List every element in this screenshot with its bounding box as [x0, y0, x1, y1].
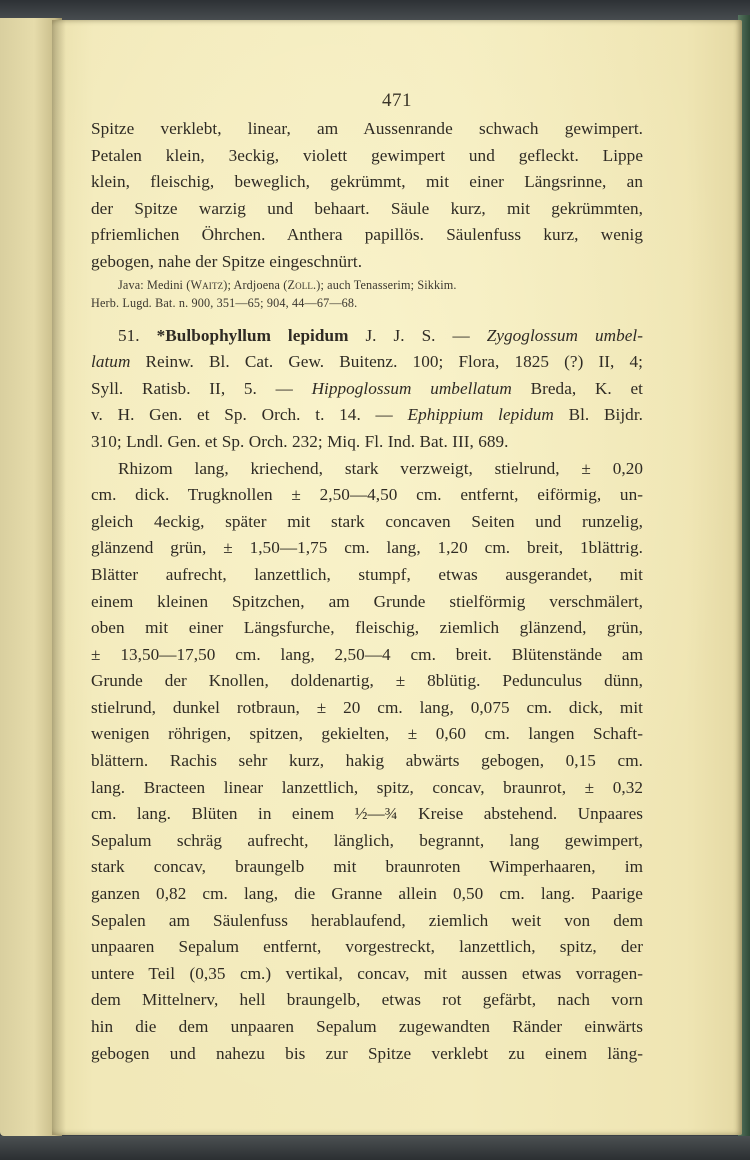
paragraph-continued — [91, 116, 643, 276]
text-line: pfriemlichen Öhrchen. Anthera papillös. Säulenfuss kurz, wenig — [91, 225, 643, 245]
text-line: gebogen und nahezu bis zur Spitze verklebt zu einem läng- — [91, 1043, 643, 1063]
text-line: latum Reinw. Bl. Cat. Gew. Buitenz. 100; Flora, 1825 (?) II, 4; — [91, 352, 643, 372]
text-line: Sepalum schräg aufrecht, länglich, begrannt, lang gewimpert, — [91, 830, 643, 850]
text-line: Spitze verklebt, linear, am Aussenrande schwach gewimpert. — [91, 119, 643, 138]
collector-name: Waitz — [190, 277, 224, 292]
locality-note — [91, 276, 643, 313]
text-line: v. H. Gen. et Sp. Orch. t. 14. — Ephippium lepidum Bl. Bijdr. — [91, 405, 643, 425]
text-line: stark concav, braungelb mit braunroten Wimperhaaren, im — [91, 857, 643, 877]
text-line: Grunde der Knollen, doldenartig, ± 8blütig. Pedunculus dünn, — [91, 671, 643, 691]
text-line: unpaaren Sepalum entfernt, vorgestreckt, lanzettlich, spitz, der — [91, 937, 643, 957]
text-line: glänzend grün, ± 1,50—1,75 cm. lang, 1,20 cm. breit, 1blättrig. — [91, 538, 643, 558]
text-line: gleich 4eckig, später mit stark concaven Seiten und runzelig, — [91, 511, 643, 531]
text-line: untere Teil (0,35 cm.) vertikal, concav, mit aussen etwas vorragen- — [91, 963, 643, 983]
text-line: klein, fleischig, beweglich, gekrümmt, mit einer Längsrinne, an — [91, 172, 643, 192]
text-line: 51. *Bulbophyllum lepidum J. J. S. — Zygoglossum umbel- — [118, 325, 644, 345]
herbarium-line: Herb. Lugd. Bat. n. 900, 351—65; 904, 44—67—68. — [91, 296, 358, 311]
book-cover-top-edge — [0, 0, 750, 22]
collector-name: Zoll. — [287, 277, 317, 292]
species-entry-heading — [91, 323, 643, 456]
page-number: 471 — [382, 90, 412, 111]
text-line: stielrund, dunkel rotbraun, ± 20 cm. lang, 0,075 cm. dick, mit — [91, 697, 643, 717]
text-line: cm. lang. Blüten in einem ½—¾ Kreise abstehend. Unpaares — [91, 804, 643, 824]
text-line: hin die dem unpaaren Sepalum zugewandten Ränder einwärts — [91, 1017, 643, 1036]
species-description — [91, 456, 643, 1068]
species-name: *Bulbophyllum lepidum — [156, 325, 349, 345]
text-line: Petalen klein, 3eckig, violett gewimpert und gefleckt. Lippe — [91, 145, 643, 165]
book-page — [52, 20, 742, 1135]
text-line: dem Mittelnerv, hell braungelb, etwas rot gefärbt, nach vorn — [91, 990, 643, 1010]
text-line: wenigen röhrigen, spitzen, gekielten, ± 0,60 cm. langen Schaft- — [91, 724, 643, 744]
text-line: gebogen, nahe der Spitze eingeschnürt. — [91, 251, 363, 271]
locality-line: Java: Medini (Waitz); Ardjoena (Zoll.); auch Tenasserim; Sikkim. — [118, 277, 457, 292]
text-line: cm. dick. Trugknollen ± 2,50—4,50 cm. entfernt, eiförmig, un- — [91, 485, 643, 505]
text-line: ganzen 0,82 cm. lang, die Granne allein 0,50 cm. lang. Paarige — [91, 884, 643, 904]
text-line: blättern. Rachis sehr kurz, hakig abwärts gebogen, 0,15 cm. — [91, 751, 643, 771]
text-line: Syll. Ratisb. II, 5. — Hippoglossum umbellatum Breda, K. et — [91, 378, 643, 398]
text-line: der Spitze warzig und behaart. Säule kurz, mit gekrümmten, — [91, 198, 643, 218]
text-line: ± 13,50—17,50 cm. lang, 2,50—4 cm. breit. Blütenstände am — [91, 644, 643, 664]
text-line: einem kleinen Spitzchen, am Grunde stielförmig verschmälert, — [91, 591, 643, 611]
text-line: Blätter aufrecht, lanzettlich, stumpf, etwas ausgerandet, mit — [91, 564, 643, 584]
text-line: lang. Bracteen linear lanzettlich, spitz, concav, braunrot, ± 0,32 — [91, 777, 643, 797]
text-line: 310; Lndl. Gen. et Sp. Orch. 232; Miq. Fl. Ind. Bat. III, 689. — [91, 431, 509, 451]
text-line: Sepalen am Säulenfuss herablaufend, ziemlich weit von dem — [91, 910, 643, 930]
text-line: Rhizom lang, kriechend, stark verzweigt, stielrund, ± 0,20 — [118, 458, 643, 478]
page-text — [91, 116, 643, 1067]
text-line: oben mit einer Längsfurche, fleischig, ziemlich glänzend, grün, — [91, 618, 643, 638]
gutter-shadow — [52, 20, 66, 1135]
book-cover-bottom-edge — [0, 1136, 750, 1160]
